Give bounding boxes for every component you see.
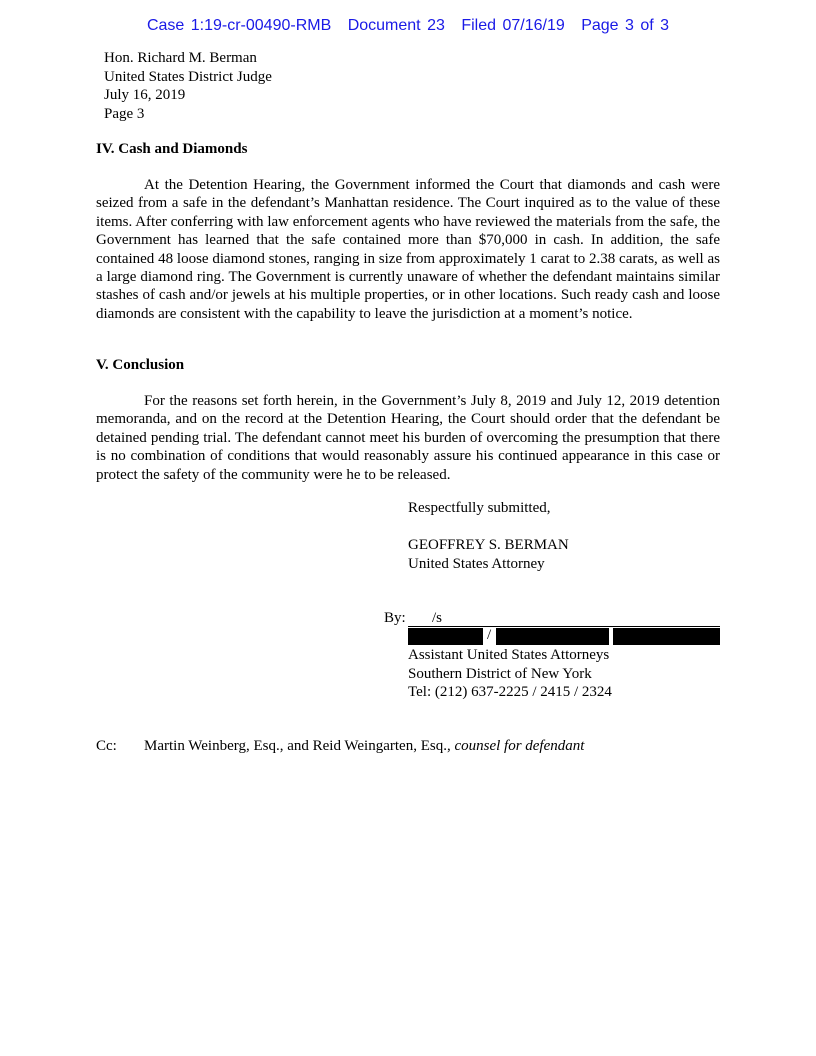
signer-role: Assistant United States Attorneys <box>408 647 610 663</box>
closing: Respectfully submitted, <box>408 500 551 516</box>
name-separator: / <box>487 627 492 643</box>
name-separator: / <box>605 627 610 643</box>
addressee-title: United States District Judge <box>104 68 272 85</box>
signer-telephone: Tel: (212) 637-2225 / 2415 / 2324 <box>408 684 612 700</box>
cc-recipients <box>144 738 584 755</box>
letter-page: Page 3 <box>104 105 145 122</box>
cc-role: counsel for defendant <box>454 738 585 754</box>
section-heading-cash-diamonds: IV. Cash and Diamonds <box>96 141 248 157</box>
paragraph-cash-diamonds: At the Detention Hearing, the Government informed the Court that diamonds and cash were seized from a safe in the defendant’s Manhattan residence. The Court inquired as to the value of these items. After conferring with law enforcement agents who have reviewed the materials from the safe, the Government has learned that the safe contained more than $70,000 in cash. In addition, the safe contained 48 loose diamond stones, ranging in size from approximately 1 carat to 2.38 carats, as well as a large diamond ring. The Government is currently unaware of whether the defendant maintains similar stashes of cash and/or jewels at his multiple properties, or in other locations. Such ready cash and loose diamonds are consistent with the capability to leave the jurisdiction at a moment’s notice. <box>96 177 720 322</box>
signer-office <box>408 646 612 702</box>
filed-date: Filed 07/16/19 <box>461 17 565 34</box>
addressee-block <box>104 49 272 123</box>
cc-label: Cc: <box>96 738 117 754</box>
signer-block <box>408 536 569 573</box>
electronic-signature: /s <box>432 610 443 626</box>
cc-names: Martin Weinberg, Esq., and Reid Weingarten, Esq., <box>144 738 455 754</box>
addressee-name: Hon. Richard M. Berman <box>104 50 257 66</box>
ecf-header <box>0 17 816 35</box>
by-label: By: <box>384 610 406 626</box>
paragraph-conclusion: For the reasons set forth herein, in the Government’s July 8, 2019 and July 12, 2019 detention memoranda, and on the record at the Detention Hearing, the Court should order that the defendant be detained pending trial. The defendant cannot meet his burden of overcoming the presumption that there is no combination of conditions that would reasonably assure his continued appearance in this case or protect the safety of the community were he to be released. <box>96 393 720 483</box>
section-heading-conclusion: V. Conclusion <box>96 357 185 373</box>
page-number: Page 3 of 3 <box>581 17 670 34</box>
redacted-names <box>408 628 720 645</box>
signature-line <box>408 626 720 627</box>
signer-district: Southern District of New York <box>408 665 592 682</box>
document-number: Document 23 <box>347 17 445 34</box>
case-number: Case 1:19-cr-00490-RMB <box>146 17 332 34</box>
redaction-bar <box>613 628 720 645</box>
signer-title: United States Attorney <box>408 555 545 572</box>
letter-date: July 16, 2019 <box>104 87 186 103</box>
redaction-bar <box>496 628 609 645</box>
signer-name: GEOFFREY S. BERMAN <box>408 537 569 553</box>
redaction-bar <box>408 628 483 645</box>
